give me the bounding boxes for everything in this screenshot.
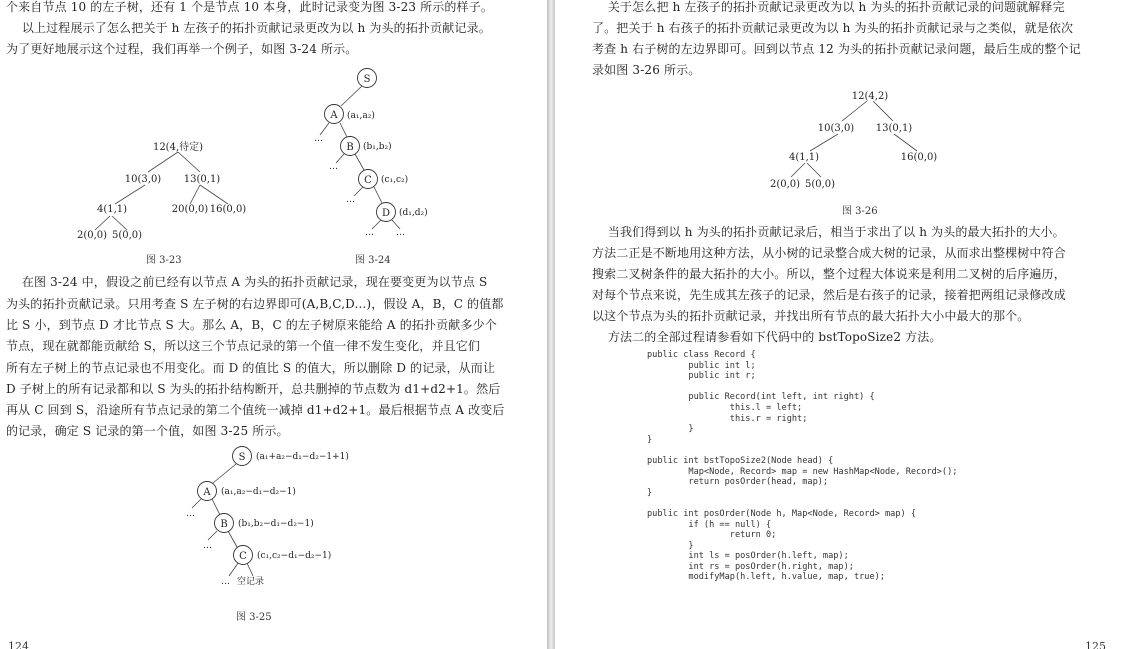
code-line: } [647,487,653,498]
code-line: public Record(int left, int right) { [647,392,875,403]
node-a-label: A [330,110,338,121]
left-page [0,0,547,649]
node-13: 13(0,1) [183,174,221,185]
node-s-label: S [238,452,246,463]
code-line: } [647,434,653,445]
caption-3-25: 图 3-25 [236,612,272,623]
right-para2-line3: 搜索二叉树条件的最大拓扑的大小。所以，整个过程大体说来是利用二叉树的后序遍历， [592,267,1066,281]
right-para1-line2: 了。把关于 h 右孩子的拓扑贡献记录更改为以 h 为头的拓扑贡献记录与之类似，就是依次 [592,21,1074,35]
node-10: 10(3,0) [124,174,162,185]
node-2: 2(0,0) [76,230,108,241]
caption-3-26: 图 3-26 [842,206,878,217]
node-16: 16(0,0) [209,204,247,215]
page-number-left: 124 [8,640,29,649]
code-line: public int r; [647,371,756,382]
node-12: 12(4,待定) [152,142,204,153]
code-line: public int l; [647,360,756,371]
node-20: 20(0,0) [171,204,209,215]
right-para1-line4: 录如图 3-26 所示。 [592,63,701,77]
code-line: int rs = posOrder(h.right, map); [647,561,854,572]
ellipsis: … [186,509,195,519]
node-d-label: D [381,208,391,219]
right-para2-line6: 方法二的全部过程请参看如下代码中的 bstTopoSize2 方法。 [592,330,942,344]
right-para2-line4: 对每个节点来说，先生成其左孩子的记录，然后是右孩子的记录，接着把两组记录修改成 [592,288,1066,302]
right-para2-line1: 当我们得到以 h 为头的拓扑贡献记录后，相当于求出了以 h 为头的最大拓扑的大小。 [592,225,1065,239]
node-10: 10(3,0) [817,123,855,134]
record-a: (a₁,a₂−d₁−d₂−1) [221,487,296,497]
code-line: return 0; [647,530,777,541]
code-line [647,445,957,456]
left-para2-line3: 比 S 小，到节点 D 才比节点 S 大。那么 A，B，C 的左子树原来能给 A 的拓扑贡献多少个 [6,318,497,332]
node-4: 4(1,1) [788,152,820,163]
record-s: (a₁+a₂−d₁−d₂−1+1) [256,452,349,462]
book-gutter [547,0,555,649]
figure-3-25 [0,0,547,649]
left-para2-line7: 再从 C 回到 S，沿途所有节点记录的第二个值统一减掉 d1+d2+1。最后根据节点 A 改变后 [6,403,505,417]
record-c: (c₁,c₂−d₁−d₂−1) [257,551,332,561]
code-line: if (h == null) { [647,519,772,530]
record-c: (c₁,c₂) [381,175,409,185]
node-c-label: C [239,551,247,562]
code-line: return posOrder(head, map); [647,477,829,488]
record-a: (a₁,a₂) [347,111,375,121]
node-5: 5(0,0) [111,230,143,241]
code-line: } [647,540,694,551]
node-c-label: C [364,175,372,186]
node-b-label: B [346,142,354,153]
left-para2-line8: 的记录，确定 S 记录的第一个值，如图 3-25 所示。 [6,424,289,438]
node-s-label: S [363,74,371,85]
ellipsis: … [314,134,323,144]
caption-3-23: 图 3-23 [146,255,182,266]
node-13: 13(0,1) [875,123,913,134]
ellipsis: … [221,577,230,587]
right-para2-line5: 以这个节点为头的拓扑贡献记录，并找出所有节点的最大拓扑大小中最大的那个。 [592,309,1030,323]
node-a-label: A [203,487,211,498]
node-12: 12(4,2) [851,91,889,102]
node-b-label: B [220,519,228,530]
right-para2-line2: 方法二正是不断地用这种方法，从小树的记录整合成大树的记录，从而求出整棵树中符合 [592,246,1066,260]
record-b: (b₁,b₂−d₁−d₂−1) [238,519,314,529]
left-para2-line1: 在图 3-24 中，假设之前已经有以节点 A 为头的拓扑贡献记录，现在要变更为以节点 S [6,275,488,289]
code-line [647,382,957,393]
caption-3-24: 图 3-24 [355,255,391,266]
code-block [647,350,957,583]
left-para2-line6: D 子树上的所有记录都和以 S 为头的拓扑结构断开，总共删掉的节点数为 d1+d2+1。然后 [6,382,501,396]
ellipsis: … [365,228,374,238]
code-line: } [647,424,694,435]
record-b: (b₁,b₂) [363,142,392,152]
right-para1-line1: 关于怎么把 h 左孩子的拓扑贡献记录更改为以 h 为头的拓扑贡献记录的问题就解释完 [592,0,1065,14]
left-para2-line4: 节点，现在就都能贡献给 S，所以这三个节点记录的第一个值一律不发生变化，并且它们 [6,339,481,353]
ellipsis: … [396,228,405,238]
record-d: (d₁,d₂) [399,208,428,218]
left-para2-line2: 为头的拓扑贡献记录。只用考查 S 左子树的右边界即可(A,B,C,D...)，假设 A，B，C 的值都 [6,297,504,311]
left-para1-line3: 为了更好地展示这个过程，我们再举一个例子，如图 3-24 所示。 [6,42,358,56]
code-line [647,498,957,509]
node-5: 5(0,0) [804,179,836,190]
code-line: this.r = right; [647,413,808,424]
node-16: 16(0,0) [900,152,938,163]
left-para1-line1: 个来自节点 10 的左子树，还有 1 个是节点 10 本身，此时记录变为图 3-23 所示的样子。 [6,0,494,14]
ellipsis: … [346,195,355,205]
left-para1-line2: 以上过程展示了怎么把关于 h 左孩子的拓扑贡献记录更改为以 h 为头的拓扑贡献记录。 [6,21,491,35]
ellipsis: … [203,541,212,551]
node-2: 2(0,0) [769,179,801,190]
node-4: 4(1,1) [96,204,128,215]
code-line: Map<Node, Record> map = new HashMap<Node, Record>(); [647,466,958,477]
ellipsis: … [329,162,338,172]
right-page [555,0,1133,649]
code-line: public int posOrder(Node h, Map<Node, Record> map) { [647,508,917,519]
code-line: modifyMap(h.left, h.value, map, true); [647,572,885,583]
empty-record-label: 空记录 [237,577,265,587]
right-para1-line3: 考查 h 右子树的左边界即可。回到以节点 12 为头的拓扑贡献记录问题，最后生成的整个记 [592,42,1081,56]
code-line: public class Record { [647,350,756,360]
code-line: int ls = posOrder(h.left, map); [647,551,849,562]
code-line: public int bstTopoSize2(Node head) { [647,455,834,466]
page-number-right: 125 [1085,640,1106,649]
code-line: this.l = left; [647,402,803,413]
left-para2-line5: 所有左子树上的节点记录也不用变化。而 D 的值比 S 的值大，所以删除 D 的记录，从而让 [6,361,496,375]
